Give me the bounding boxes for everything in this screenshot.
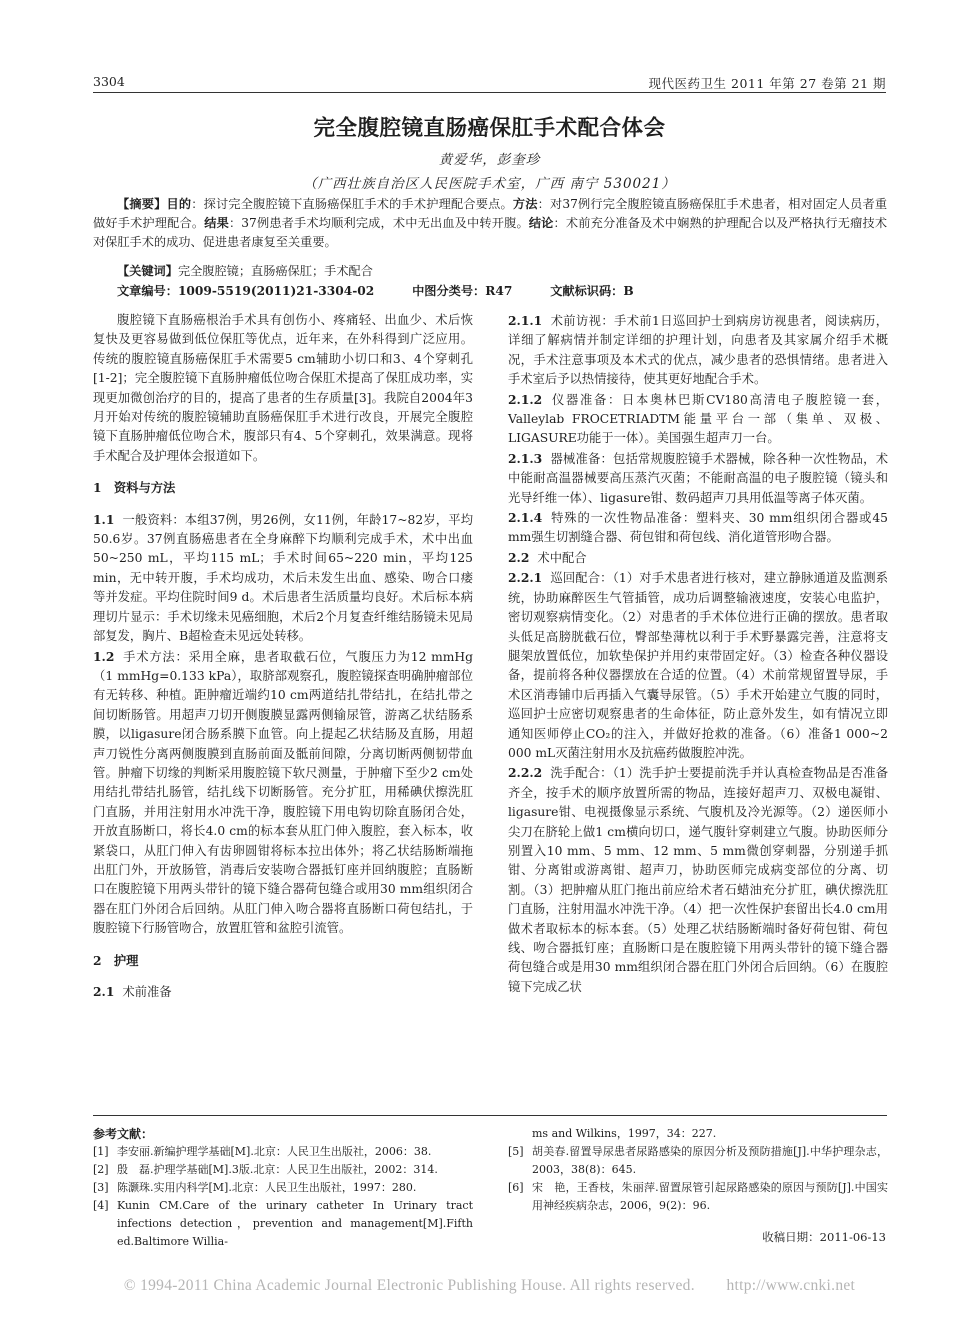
paragraph-2-1-2: 2.1.2 仪器准备：日本奥林巴斯CV180高清电子腹腔镜一套，Valleylab FROCETRIADTM能量平台一部（集单、双极、LIGASURE功能于一体）。美国强生超声刀一台。 [508, 391, 888, 446]
objective-label: 目的 [166, 197, 192, 211]
keywords-text: 完全腹腔镜；直肠癌保肛；手术配合 [177, 264, 373, 278]
references-title: 参考文献： [93, 1127, 154, 1141]
abstract-label: 【摘要】 [117, 197, 167, 211]
abstract [93, 195, 887, 252]
document-code: 文献标识码：B [550, 284, 634, 298]
received-date: 收稿日期：2011-06-13 [762, 1230, 886, 1244]
references-divider [93, 1115, 887, 1116]
paragraph-2-1-4: 2.1.4 特殊的一次性物品准备：塑料夹、30 mm组织闭合器或45 mm强生切割缝合器、荷包钳和荷包线、消化道管形吻合器。 [508, 510, 888, 545]
reference-item: [3] 陈灏珠.实用内科学[M].北京：人民卫生出版社，1997：280. [93, 1181, 417, 1194]
reference-item: [4] Kunin CM.Care of the urinary catheter In Urinary tract infections detection，prevention and management[M].Fifth ed.Baltimore Willia- [93, 1199, 473, 1248]
methods-text: ：对37例行完全腹腔镜直肠癌保肛手术患者，相对固定人员者重做好手术护理配合。 [93, 197, 888, 230]
paragraph-2-2-1: 2.2.1 巡回配合：（1）对手术患者进行核对，建立静脉通道及监测系统，协助麻醉医生气管插管，成功后调整输液速度，安装心电监护，密切观察病情变化。（2）对患者的手术体位进行正确的摆放。患者取头低足高膀胱截石位，臀部垫薄枕以利于手术野暴露完善，注意将支腿架放置低位，加软垫保护并用约束带固定好。（3）检查各种仪器设备，提前将各种仪器摆放在合适的位置。（4）术前常规留置导尿，手术区消毒铺巾后再插入气囊导尿管。（5）手术开始建立气腹的同时，巡回护士应密切观察患者的生命体征，防止意外发生，如有情况立即通知医师停止CO₂的注入，并做好抢救的准备。（6）准备1 000~2 000 mL灭菌注射用水及抗癌药做腹腔冲洗。 [508, 570, 888, 760]
paragraph-2-1-1: 2.1.1 术前访视：手术前1日巡回护士到病房访视患者，阅读病历，详细了解病情并制定详细的护理计划，向患者及其家属介绍手术概况，手术注意事项及本术式的优点，减少患者的恐惧情绪。患者进入手术室后予以热情接待，使其更好地配合手术。 [508, 313, 888, 387]
paragraph-1-2: 1.2 手术方法：采用全麻，患者取截石位，气腹压力为12 mmHg（1 mmHg=0.133 kPa），取脐部观察孔，腹腔镜探查明确肿瘤部位有无转移、种植。距肿瘤近端约10 cm两道结扎带结扎，在结扎带之间切断肠管。用超声刀切开侧腹膜显露两侧输尿管，游离乙状结肠系膜，以ligasure闭合肠系膜下血管。向上提起乙状结肠及直肠，用超声刀锐性分离两侧腹膜到直肠前面及骶前间隙，分离切断两侧韧带血管。肿瘤下切缘的判断采用腹腔镜下软尺测量，于肿瘤下至少2 cm处用结扎带结扎肠管，结扎线下切断肠管。充分扩肛，用稀碘伏擦洗肛门直肠，并用注射用水冲洗干净，腹腔镜下用电钩切除直肠闭合处，开放直肠断口，将长4.0 cm的标本套从肛门伸入腹腔，套入标本，收紧袋口，从肛门伸入有齿卵圆钳将标本拉出体外；将乙状结肠断端拖出肛门外，开放肠管，消毒后安装吻合器抵钉座并回纳腹腔；直肠断口在腹腔镜下用两头带针的镜下缝合器荷包缝合或用30 mm组织闭合器在肛门外闭合后回纳。从肛门伸入吻合器将直肠断口荷包结扎，于腹腔镜下行肠管吻合，放置肛管和盆腔引流管。 [93, 648, 473, 936]
subheading-2-1: 2.1 术前准备 [93, 984, 172, 999]
results-label: 结果 [204, 216, 229, 230]
references-left [93, 1143, 473, 1251]
reference-item: [1] 李安丽.新编护理学基础[M].北京：人民卫生出版社，2006：38. [93, 1145, 432, 1158]
affiliation: （广西壮族自治区人民医院手术室，广西 南宁 530021） [303, 176, 676, 192]
authors: 黄爱华，彭奎珍 [438, 152, 541, 168]
article-info [117, 282, 668, 301]
intro-paragraph: 腹腔镜下直肠癌根治手术具有创伤小、疼痛轻、出血少、术后恢复快及更容易做到低位保肛等优点，近年来，在外科得到广泛应用。传统的腹腔镜直肠癌保肛手术需要5 cm辅助小切口和3、4个穿刺孔[1-2]；完全腹腔镜下直肠肿瘤低位吻合保肛术提高了保肛成功率，实现更加微创治疗的目的，提高了患者的生存质量[3]。我院自2004年3月开始对传统的腹腔镜辅助直肠癌保肛手术进行改良，开展完全腹腔镜下直肠肿瘤低位吻合术，腹部只有4、5个穿刺孔，效果满意。现将手术配合及护理体会报道如下。 [93, 313, 473, 463]
references-right [508, 1125, 888, 1215]
subheading-2-2: 2.2 术中配合 [508, 549, 587, 565]
left-column [93, 311, 473, 1002]
copyright-footer: © 1994-2011 China Academic Journal Electronic Publishing House. All rights reserved. http://www.cnki.net [123, 1277, 856, 1294]
clc-number: 中图分类号：R47 [412, 284, 513, 298]
section-heading-1: 1 资料与方法 [93, 480, 176, 496]
paragraph-1-1: 1.1 一般资料：本组37例，男26例，女11例，年龄17~82岁，平均50.6岁。37例直肠癌患者在全身麻醉下均顺利完成手术，术中出血50~250 mL，平均115 mL；手术时间65~220 min，平均125 min，无中转开腹，手术均成功，术后未发生出血、感染、吻合口瘘等并发症。平均住院时间9 d。术后患者生活质量均良好。术后标本病理切片显示：手术切缘未见癌细胞，术后2个月复查纤维结肠镜未见局部复发，胸片、B超检查未见远处转移。 [93, 511, 473, 644]
paragraph-2-1-3: 2.1.3 器械准备：包括常规腹腔镜手术器械，除各种一次性物品，术中能耐高温器械要高压蒸汽灭菌；不能耐高温的电子腹腔镜（镜头和光导纤维一体）、ligasure钳、数码超声刀具用低温等离子体灭菌。 [508, 450, 888, 505]
conclusion-label: 结论 [528, 216, 554, 230]
article-number: 文章编号：1009-5519(2011)21-3304-02 [117, 284, 375, 298]
page-number: 3304 [93, 74, 125, 89]
objective-text: ：探讨完全腹腔镜下直肠癌保肛手术的手术护理配合要点。 [191, 197, 513, 211]
running-header [93, 72, 886, 93]
reference-continuation: ms and Wilkins，1997，34：227. [532, 1127, 717, 1140]
reference-item: [6] 宋 艳，王香枝，朱丽萍.留置尿管引起尿路感染的原因与预防[J].中国实用神经疾病杂志，2006，9(2)：96. [508, 1181, 888, 1212]
article-title: 完全腹腔镜直肠癌保肛手术配合体会 [313, 116, 666, 141]
results-text: ：37例患者手术均顺利完成，术中无出血及中转开腹。 [228, 216, 529, 230]
reference-item: [2] 殷 磊.护理学基础[M].3版.北京：人民卫生出版社，2002：314. [93, 1163, 438, 1176]
right-column [508, 311, 888, 997]
section-heading-2: 2 护理 [93, 952, 139, 968]
keywords-label: 【关键词】 [117, 264, 178, 278]
methods-label: 方法 [512, 197, 538, 211]
paragraph-2-2-2: 2.2.2 洗手配合：（1）洗手护士要提前洗手并认真检查物品是否准备齐全，按手术的顺序放置所需的物品，连接好超声刀、双极电凝钳、ligasure钳、电视摄像显示系统、气腹机及冷光源等。（2）递医师小尖刀在脐轮上做1 cm横向切口，递气腹针穿刺建立气腹。协助医师分别置入10 mm、5 mm、12 mm、5 mm微创穿刺器，分别递手抓钳、分离钳或游离钳、超声刀，协助医师完成病变部位的分离、切割。（3）把肿瘤从肛门拖出前应给术者石蜡油充分扩肛，碘伏擦洗肛门直肠，注射用温水冲洗干净。（4）把一次性保护套留出长4.0 cm用做术者取标本的标本套。（5）处理乙状结肠断端时备好荷包钳、荷包线、吻合器抵钉座；直肠断口是在腹腔镜下用两头带针的镜下缝合器荷包缝合或是用30 mm组织闭合器在肛门外闭合后回纳。（6）在腹腔镜下完成乙状 [508, 765, 888, 994]
keywords [93, 262, 887, 281]
conclusion-text: ：术前充分准备及术中娴熟的护理配合以及严格执行无瘤技术对保肛手术的成功、促进患者康复至关重要。 [93, 216, 888, 249]
reference-item: [5] 胡美春.留置导尿患者尿路感染的原因分析及预防措施[J].中华护理杂志，2003，38(8)：645. [508, 1145, 888, 1176]
journal-issue: 现代医药卫生 2011 年第 27 卷第 21 期 [648, 76, 886, 91]
